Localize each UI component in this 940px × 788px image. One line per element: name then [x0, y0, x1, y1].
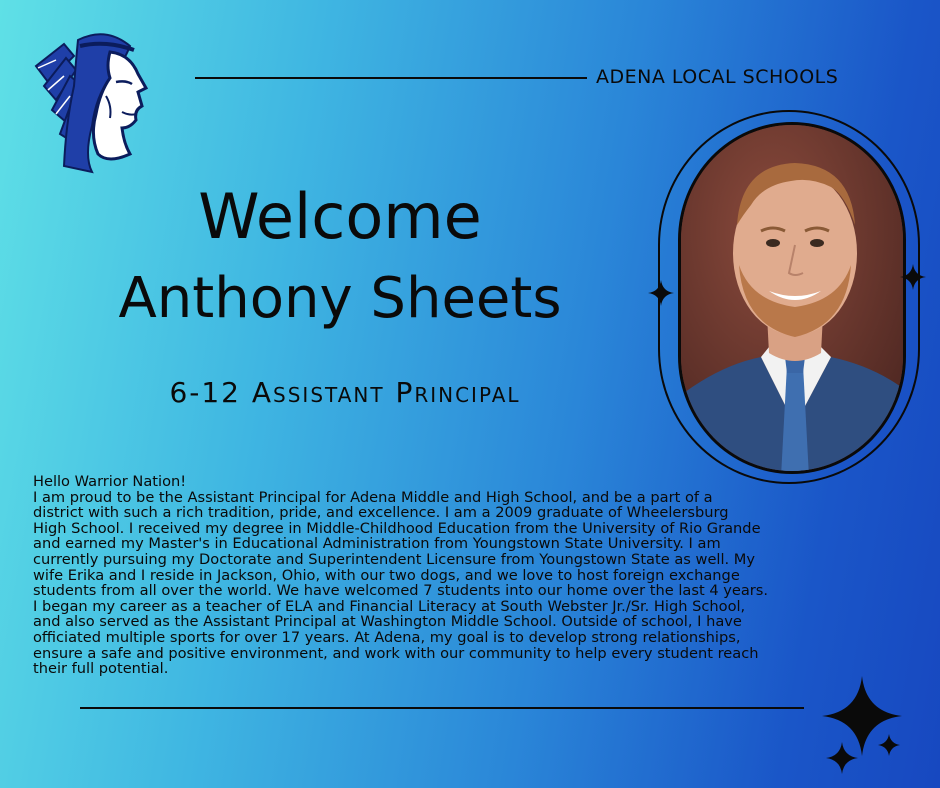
top-divider	[195, 77, 587, 79]
bio-line: wife Erika and I reside in Jackson, Ohio, with our two dogs, and we love to host foreign exchange	[33, 566, 740, 584]
role-title: 6-12 Assistant Principal	[169, 376, 521, 409]
bio-line: and earned my Master's in Educational Administration from Youngstown State University. I am	[33, 535, 721, 553]
bio-line: I am proud to be the Assistant Principal for Adena Middle and High School, and be a part of a	[33, 488, 713, 506]
bio-line: I began my career as a teacher of ELA and Financial Literacy at South Webster Jr./Sr. High School,	[33, 597, 746, 615]
sparkle-icon	[900, 264, 926, 290]
sparkle-icon	[826, 742, 858, 774]
portrait-photo	[678, 122, 906, 474]
bottom-divider	[80, 707, 804, 709]
bio-line: students from all over the world. We have welcomed 7 students into our home over the last 4 years.	[33, 582, 769, 600]
org-name: ADENA LOCAL SCHOOLS	[596, 66, 839, 88]
person-name: Anthony Sheets	[118, 266, 562, 331]
sparkle-icon	[648, 280, 674, 306]
welcome-heading: Welcome	[198, 180, 482, 253]
bio-text	[33, 474, 913, 677]
bio-line: High School. I received my degree in Middle-Childhood Education from the University of Rio Grande	[33, 519, 761, 537]
bio-line: their full potential.	[33, 660, 169, 678]
bio-line: Hello Warrior Nation!	[33, 473, 187, 490]
sparkle-icon	[878, 734, 900, 756]
warrior-mascot-icon	[26, 26, 156, 176]
bio-line: currently pursuing my Doctorate and Superintendent Licensure from Youngstown State as well. My	[33, 550, 756, 568]
bio-line: ensure a safe and positive environment, and work with our community to help every student reach	[33, 644, 759, 662]
bio-line: officiated multiple sports for over 17 years. At Adena, my goal is to develop strong relationships,	[33, 628, 741, 646]
bio-line: district with such a rich tradition, pride, and excellence. I am a 2009 graduate of Wheelersburg	[33, 504, 729, 522]
bio-line: and also served as the Assistant Principal at Washington Middle School. Outside of school, I have	[33, 613, 742, 631]
